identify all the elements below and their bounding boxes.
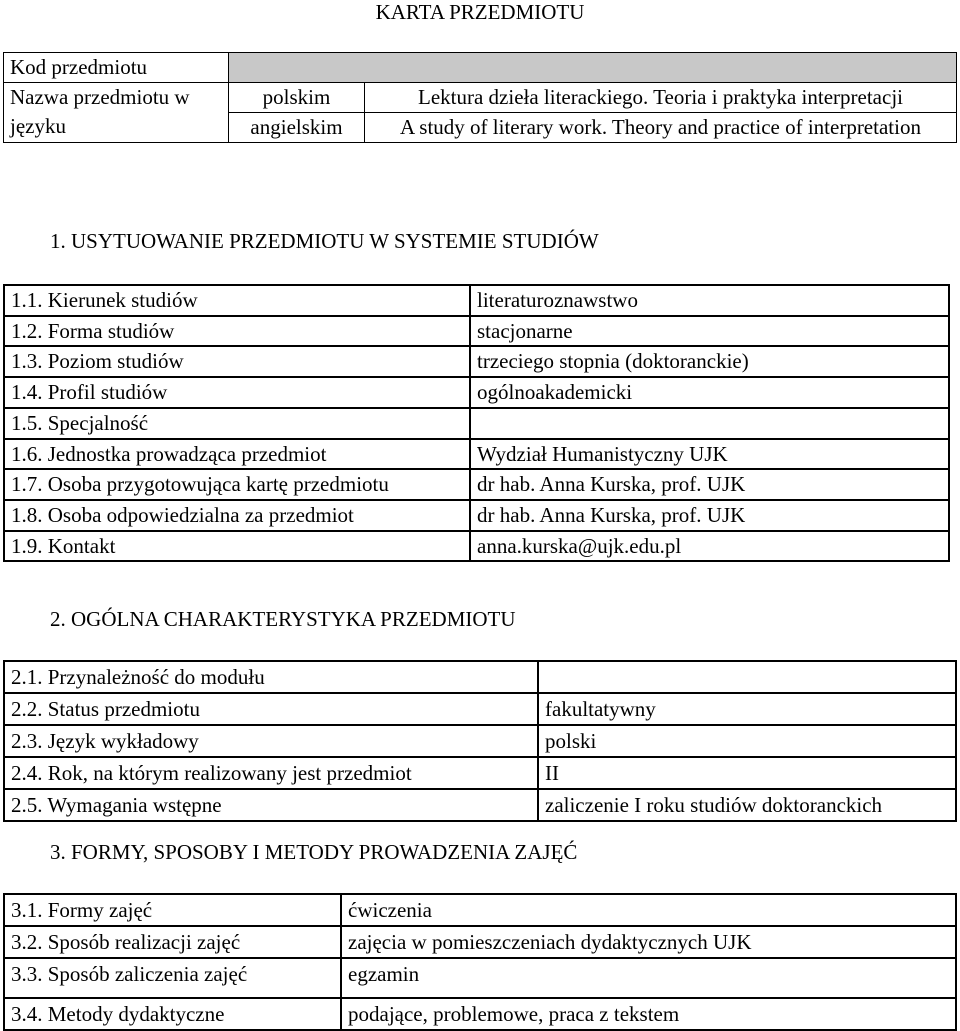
row-label: 1.4. Profil studiów bbox=[4, 377, 470, 408]
row-label: 2.1. Przynależność do modułu bbox=[4, 661, 538, 693]
row-value: fakultatywny bbox=[538, 693, 956, 725]
table-row bbox=[4, 894, 956, 926]
row-value bbox=[538, 661, 956, 693]
row-value: polski bbox=[538, 725, 956, 757]
row-value: ćwiczenia bbox=[341, 894, 956, 926]
table-row bbox=[4, 926, 956, 958]
table-row bbox=[4, 661, 956, 693]
page-title: KARTA PRZEDMIOTU bbox=[375, 0, 585, 24]
course-identity-table bbox=[3, 52, 957, 143]
table-row bbox=[4, 958, 956, 998]
row-label: 1.7. Osoba przygotowująca kartę przedmiotu bbox=[4, 469, 470, 500]
row-value bbox=[470, 408, 949, 439]
table-row bbox=[4, 998, 956, 1030]
course-name-pl: Lektura dzieła literackiego. Teoria i praktyka interpretacji bbox=[365, 83, 957, 113]
course-code-label: Kod przedmiotu bbox=[4, 53, 229, 83]
row-label: 2.4. Rok, na którym realizowany jest przedmiot bbox=[4, 757, 538, 789]
table-row bbox=[4, 377, 949, 408]
table-row bbox=[4, 346, 949, 377]
row-value: egzamin bbox=[341, 958, 956, 998]
row-label: 3.2. Sposób realizacji zajęć bbox=[4, 926, 341, 958]
section-3-heading: 3. FORMY, SPOSOBY I METODY PROWADZENIA ZAJĘĆ bbox=[50, 840, 578, 864]
row-label: 2.5. Wymagania wstępne bbox=[4, 789, 538, 821]
table-row bbox=[4, 500, 949, 531]
table-row bbox=[4, 408, 949, 439]
row-value: dr hab. Anna Kurska, prof. UJK bbox=[470, 469, 949, 500]
section-2-table bbox=[3, 660, 957, 822]
row-label: 1.2. Forma studiów bbox=[4, 316, 470, 347]
row-label: 2.3. Język wykładowy bbox=[4, 725, 538, 757]
row-label: 3.3. Sposób zaliczenia zajęć bbox=[4, 958, 341, 998]
row-value: ogólnoakademicki bbox=[470, 377, 949, 408]
table-row bbox=[4, 757, 956, 789]
course-code-row bbox=[4, 53, 957, 83]
section-2-heading: 2. OGÓLNA CHARAKTERYSTYKA PRZEDMIOTU bbox=[50, 607, 516, 631]
section-1-table bbox=[3, 284, 950, 562]
table-row bbox=[4, 439, 949, 470]
table-row bbox=[4, 285, 949, 316]
row-value: dr hab. Anna Kurska, prof. UJK bbox=[470, 500, 949, 531]
section-1-heading: 1. USYTUOWANIE PRZEDMIOTU W SYSTEMIE STUDIÓW bbox=[50, 229, 599, 253]
row-value: stacjonarne bbox=[470, 316, 949, 347]
lang-en-label: angielskim bbox=[229, 113, 365, 143]
row-label: 1.8. Osoba odpowiedzialna za przedmiot bbox=[4, 500, 470, 531]
course-name-label: Nazwa przedmiotu w języku bbox=[4, 83, 229, 143]
row-value: literaturoznawstwo bbox=[470, 285, 949, 316]
table-row bbox=[4, 789, 956, 821]
row-label: 3.4. Metody dydaktyczne bbox=[4, 998, 341, 1030]
row-label: 1.5. Specjalność bbox=[4, 408, 470, 439]
row-label: 1.1. Kierunek studiów bbox=[4, 285, 470, 316]
course-name-pl-row bbox=[4, 83, 957, 113]
row-value: zajęcia w pomieszczeniach dydaktycznych UJK bbox=[341, 926, 956, 958]
row-value: zaliczenie I roku studiów doktoranckich bbox=[538, 789, 956, 821]
row-value: trzeciego stopnia (doktoranckie) bbox=[470, 346, 949, 377]
table-row bbox=[4, 316, 949, 347]
row-label: 1.9. Kontakt bbox=[4, 531, 470, 562]
table-row bbox=[4, 693, 956, 725]
row-value: Wydział Humanistyczny UJK bbox=[470, 439, 949, 470]
course-name-en: A study of literary work. Theory and practice of interpretation bbox=[365, 113, 957, 143]
lang-pl-label: polskim bbox=[229, 83, 365, 113]
section-3-table bbox=[3, 893, 957, 1031]
table-row bbox=[4, 469, 949, 500]
table-row bbox=[4, 531, 949, 562]
row-value: podające, problemowe, praca z tekstem bbox=[341, 998, 956, 1030]
row-label: 1.3. Poziom studiów bbox=[4, 346, 470, 377]
row-value: II bbox=[538, 757, 956, 789]
course-code-value bbox=[229, 53, 957, 83]
row-value: anna.kurska@ujk.edu.pl bbox=[470, 531, 949, 562]
table-row bbox=[4, 725, 956, 757]
row-label: 2.2. Status przedmiotu bbox=[4, 693, 538, 725]
row-label: 3.1. Formy zajęć bbox=[4, 894, 341, 926]
row-label: 1.6. Jednostka prowadząca przedmiot bbox=[4, 439, 470, 470]
